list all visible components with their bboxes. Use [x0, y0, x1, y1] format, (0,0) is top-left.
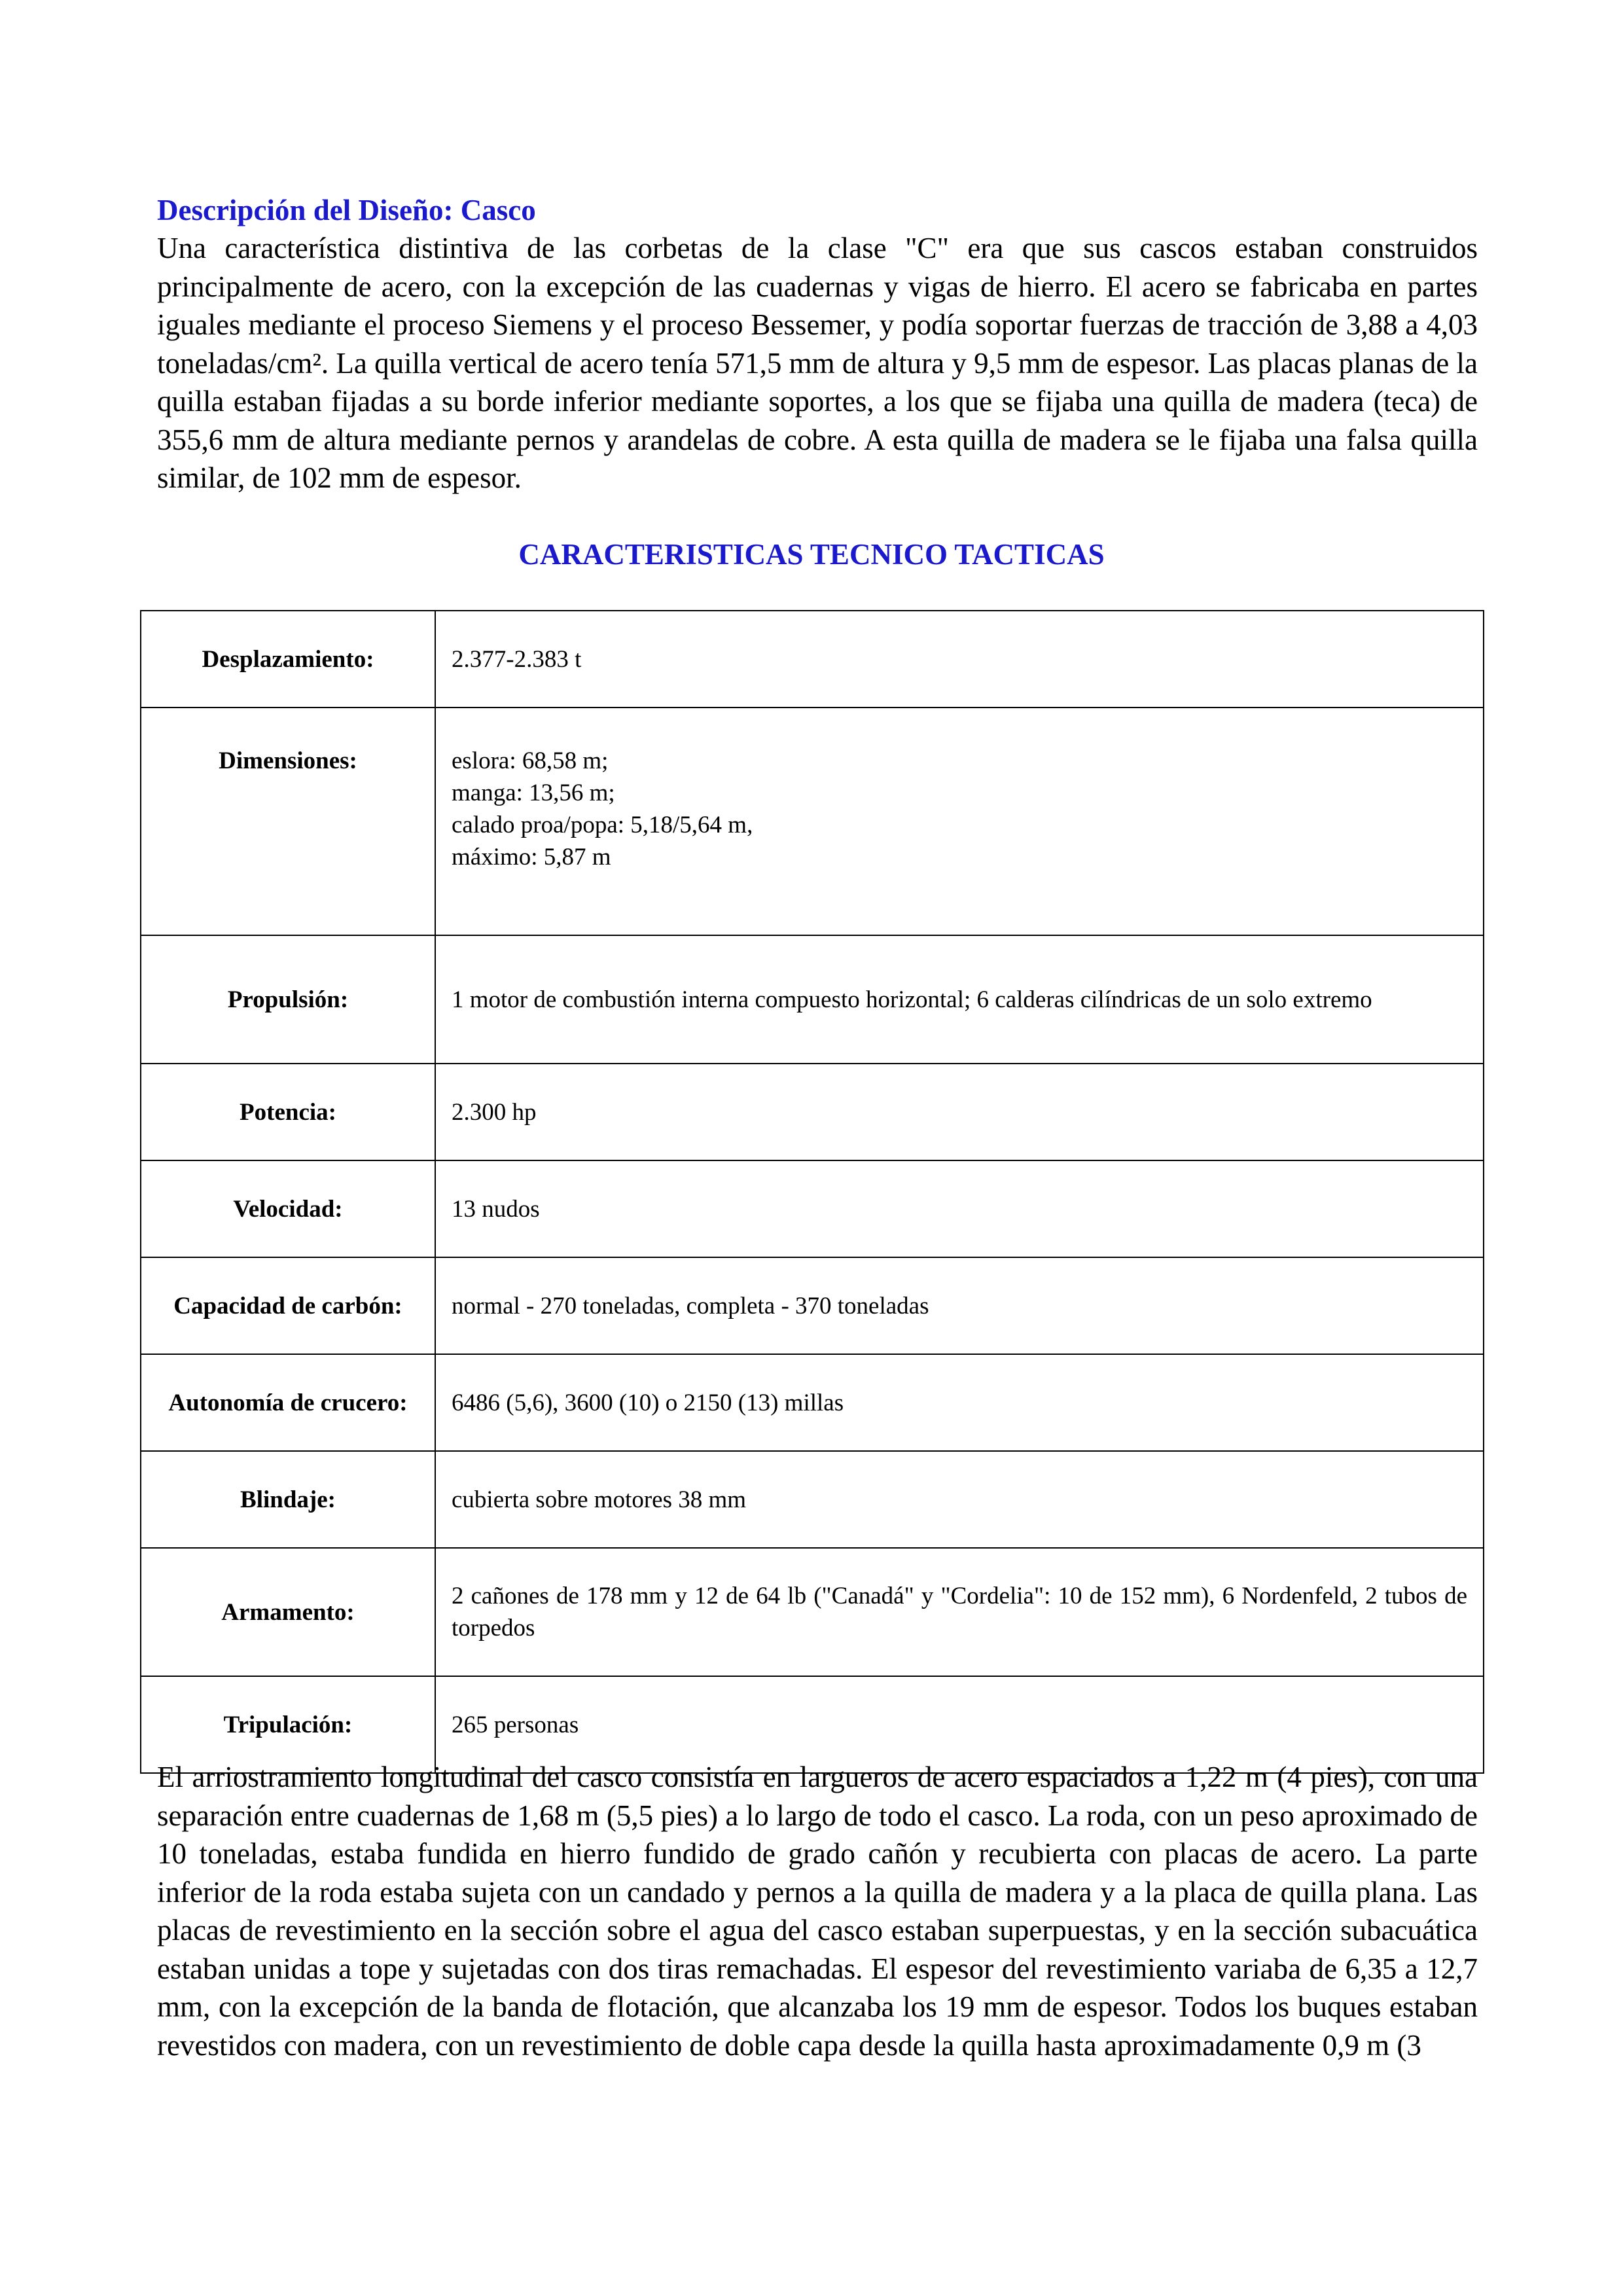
spec-value: 265 personas	[435, 1676, 1484, 1773]
table-row	[141, 1160, 1484, 1257]
spec-label: Capacidad de carbón:	[141, 1257, 435, 1354]
table-row	[141, 1257, 1484, 1354]
spec-label: Tripulación:	[141, 1676, 435, 1773]
spec-value: 6486 (5,6), 3600 (10) o 2150 (13) millas	[435, 1354, 1484, 1451]
table-row	[141, 935, 1484, 1064]
table-row	[141, 611, 1484, 708]
spec-label: Dimensiones:	[141, 708, 435, 935]
spec-value: normal - 270 toneladas, completa - 370 toneladas	[435, 1257, 1484, 1354]
spec-value-line: manga: 13,56 m;	[452, 780, 615, 806]
spec-value-line: máximo: 5,87 m	[452, 844, 611, 870]
table-row	[141, 1451, 1484, 1548]
specs-table	[140, 610, 1484, 1774]
table-row	[141, 1548, 1484, 1676]
spec-label: Velocidad:	[141, 1160, 435, 1257]
intro-paragraph: Una característica distintiva de las corbetas de la clase "C" era que sus cascos estaban construidos principalmente de acero, con la excepción de las cuadernas y vigas de hierro. El acero se fabricaba en partes iguales mediante el proceso Siemens y el proceso Bessemer, y podía soportar fuerzas de tracción de 3,88 a 4,03 toneladas/cm². La quilla vertical de acero tenía 571,5 mm de altura y 9,5 mm de espesor. Las placas planas de la quilla estaban fijadas a su borde inferior mediante soportes, a los que se fijaba una quilla de madera (teca) de 355,6 mm de altura mediante pernos y arandelas de cobre. A esta quilla de madera se le fijaba una falsa quilla similar, de 102 mm de espesor.	[157, 232, 1478, 494]
table-row	[141, 1354, 1484, 1451]
closing-paragraph: El arriostramiento longitudinal del casco consistía en largueros de acero espaciados a 1,22 m (4 pies), con una separación entre cuadernas de 1,68 m (5,5 pies) a lo largo de todo el casco. La roda, con un peso aproximado de 10 toneladas, estaba fundida en hierro fundido de grado cañón y recubierta con placas de acero. La parte inferior de la roda estaba sujeta con un candado y pernos a la quilla de madera y a la placa de quilla plana. Las placas de revestimiento en la sección sobre el agua del casco estaban superpuestas, y en la sección subacuática estaban unidas a tope y sujetadas con dos tiras remachadas. El espesor del revestimiento variaba de 6,35 a 12,7 mm, con la excepción de la banda de flotación, que alcanzaba los 19 mm de espesor. Todos los buques estaban revestidos con madera, con un revestimiento de doble capa desde la quilla hasta aproximadamente 0,9 m (3	[157, 1761, 1478, 2062]
spec-value: 13 nudos	[435, 1160, 1484, 1257]
spec-label: Potencia:	[141, 1064, 435, 1160]
spec-value: 2 cañones de 178 mm y 12 de 64 lb ("Canadá" y "Cordelia": 10 de 152 mm), 6 Nordenfeld, 2 tubos de torpedos	[435, 1548, 1484, 1676]
spec-label: Propulsión:	[141, 935, 435, 1064]
table-title: CARACTERISTICAS TECNICO TACTICAS	[518, 538, 1105, 571]
spec-value: cubierta sobre motores 38 mm	[435, 1451, 1484, 1548]
spec-label: Armamento:	[141, 1548, 435, 1676]
spec-label: Blindaje:	[141, 1451, 435, 1548]
spec-value-line: calado proa/popa: 5,18/5,64 m,	[452, 812, 753, 838]
table-row	[141, 708, 1484, 935]
table-row	[141, 1064, 1484, 1160]
spec-value-line: eslora: 68,58 m;	[452, 747, 609, 774]
section-heading: Descripción del Diseño: Casco	[157, 194, 536, 226]
spec-value: 2.300 hp	[435, 1064, 1484, 1160]
spec-value-multiline	[435, 708, 1484, 935]
spec-value: 1 motor de combustión interna compuesto horizontal; 6 calderas cilíndricas de un solo extremo	[435, 935, 1484, 1064]
spec-label: Desplazamiento:	[141, 611, 435, 708]
spec-label: Autonomía de crucero:	[141, 1354, 435, 1451]
spec-value: 2.377-2.383 t	[435, 611, 1484, 708]
